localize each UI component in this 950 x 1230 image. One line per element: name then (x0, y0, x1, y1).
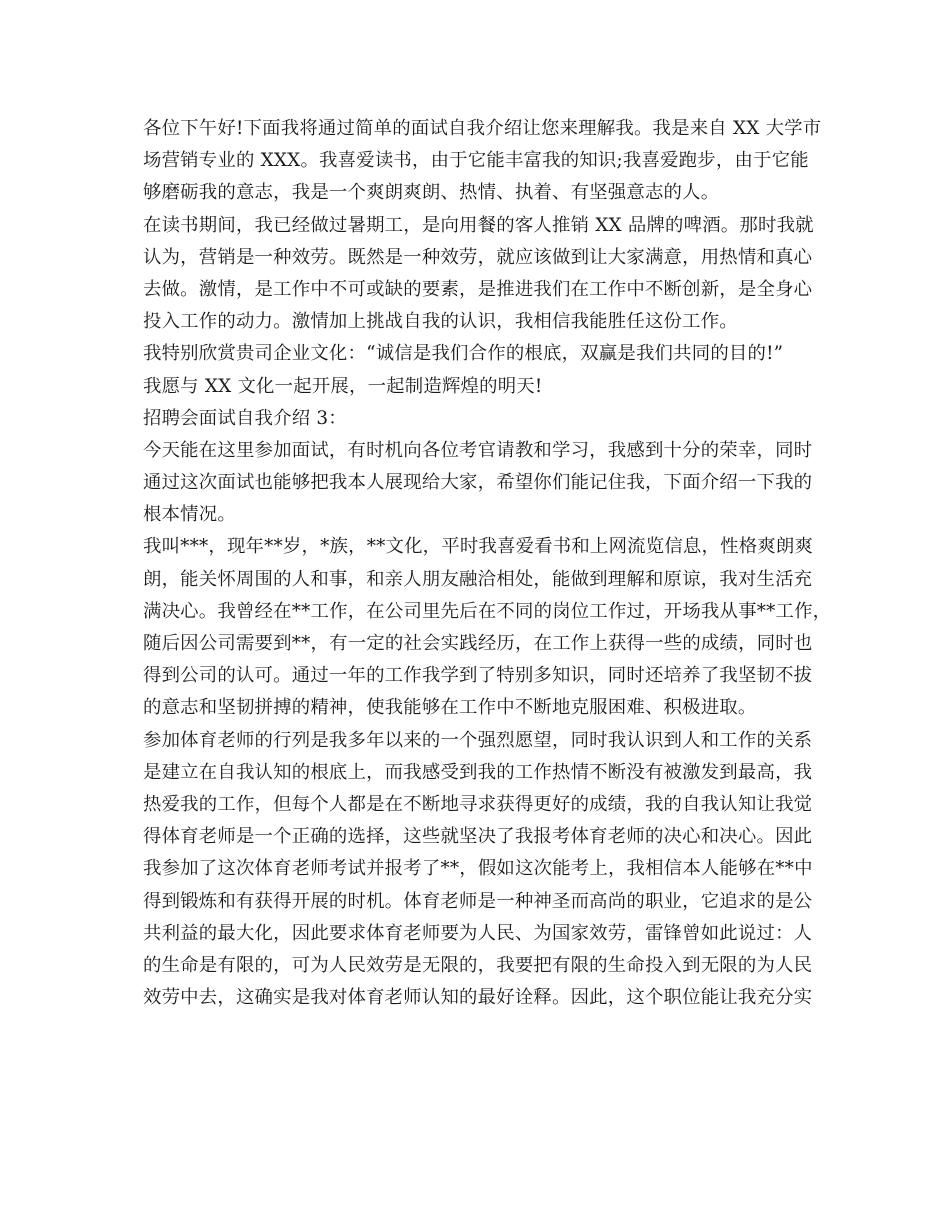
text-line: 根本情况。 (143, 504, 236, 526)
section-heading: 招聘会面试自我介绍 3： (143, 407, 347, 429)
text-line: 我参加了这次体育老师考试并报考了**，假如这次能考上，我相信本人能够在**中 (143, 858, 813, 880)
text-line: 投入工作的动力。激情加上挑战自我的认识，我相信我能胜任这份工作。 (143, 311, 738, 333)
text-line: 的生命是有限的，可为人民效劳是无限的，我要把有限的生命投入到无限的为人民 (143, 954, 813, 976)
text-line: 的意志和坚韧拼搏的精神，使我能够在工作中不断地克服困难、积极进取。 (143, 697, 757, 719)
text-line: 热爱我的工作，但每个人都是在不断地寻求获得更好的成绩，我的自我认知让我觉 (143, 793, 813, 815)
text-line: 我愿与 XX 文化一起开展，一起制造辉煌的明天! (143, 375, 543, 397)
text-line: 得到公司的认可。通过一年的工作我学到了特别多知识，同时还培养了我坚韧不拔 (143, 665, 813, 687)
text-line: 认为，营销是一种效劳。既然是一种效劳，就应该做到让大家满意，用热情和真心 (143, 246, 813, 268)
text-line: 参加体育老师的行列是我多年以来的一个强烈愿望，同时我认识到人和工作的关系 (143, 729, 813, 751)
text-line: 够磨砺我的意志，我是一个爽朗爽朗、热情、执着、有坚强意志的人。 (143, 182, 720, 204)
text-line: 在读书期间，我已经做过暑期工，是向用餐的客人推销 XX 品牌的啤酒。那时我就 (143, 214, 814, 236)
text-line: 得体育老师是一个正确的选择，这些就坚决了我报考体育老师的决心和决心。因此 (143, 826, 813, 848)
text-line: 朗，能关怀周围的人和事，和亲人朋友融洽相处，能做到理解和原谅，我对生活充 (143, 568, 813, 590)
text-line: 今天能在这里参加面试，有时机向各位考官请教和学习，我感到十分的荣幸，同时 (143, 439, 813, 461)
text-line: 随后因公司需要到**，有一定的社会实践经历，在工作上获得一些的成绩，同时也 (143, 633, 813, 654)
text-line: 共利益的最大化，因此要求体育老师要为人民、为国家效劳，雷锋曾如此说过：人 (143, 922, 813, 944)
text-line: 场营销专业的 XXX。我喜爱读书，由于它能丰富我的知识;我喜爱跑步，由于它能 (143, 150, 809, 172)
text-line: 满决心。我曾经在**工作，在公司里先后在不同的岗位工作过，开场我从事**工作， (143, 600, 832, 622)
text-line: 得到锻炼和有获得开展的时机。体育老师是一种神圣而高尚的职业，它追求的是公 (143, 890, 813, 912)
text-line: 通过这次面试也能够把我本人展现给大家，希望你们能记住我，下面介绍一下我的 (143, 472, 813, 494)
text-line: 是建立在自我认知的根底上，而我感受到我的工作热情不断没有被激发到最高，我 (143, 761, 813, 783)
text-line: 各位下午好!下面我将通过简单的面试自我介绍让您来理解我。我是来自 XX 大学市 (143, 118, 822, 139)
document-body (143, 113, 833, 1014)
text-line: 去做。激情，是工作中不可或缺的要素，是推进我们在工作中不断创新，是全身心 (143, 278, 813, 300)
text-line: 效劳中去，这确实是我对体育老师认知的最好诠释。因此，这个职位能让我充分实 (143, 987, 813, 1009)
text-line: 我叫***，现年**岁，*族，**文化，平时我喜爱看书和上网流览信息，性格爽朗爽 (143, 536, 814, 558)
text-line: 我特别欣赏贵司企业文化：“诚信是我们合作的根底，双赢是我们共同的目的!” (143, 343, 784, 365)
